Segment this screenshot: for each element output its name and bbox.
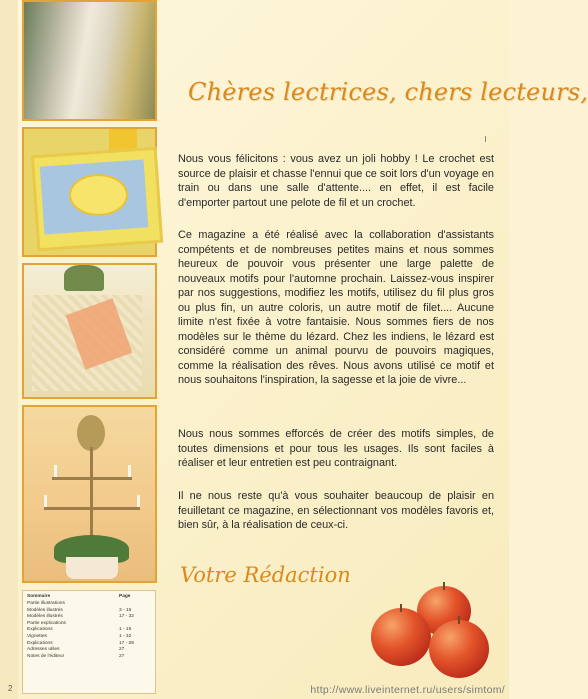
toc-header-label: Sommaire (27, 594, 51, 599)
photo-candle (54, 465, 57, 477)
photo-candle-arm (44, 507, 140, 510)
watermark-url: http://www.liveinternet.ru/users/simtom/ (310, 684, 505, 696)
toc-row-page (119, 601, 151, 608)
photo-candle (44, 495, 47, 507)
toc-row-label: Modèles illustrés (27, 614, 63, 620)
toc-row-page: 27 (119, 647, 125, 653)
apple-image (371, 608, 431, 666)
toc-row-label: Explications (27, 640, 53, 646)
toc-row-page: 3 - 16 (119, 607, 132, 613)
photo-orange-patch-cloth (22, 263, 157, 399)
editorial-signature: Votre Rédaction (180, 563, 351, 587)
toc-row (27, 627, 151, 634)
toc-row-page: 27 (119, 653, 125, 659)
photo-candle (128, 465, 131, 477)
toc-row-page: 1 - 32 (119, 633, 132, 639)
margin-mark (485, 136, 486, 142)
toc-header-page: Page (119, 594, 131, 599)
photo-candle-arm (52, 477, 132, 480)
photo-candle (137, 495, 140, 507)
photo-plant (64, 265, 104, 291)
toc-row-label: Partie explications (27, 620, 66, 626)
toc-row (27, 614, 151, 621)
page-number: 2 (8, 684, 13, 693)
toc-row-page: 1 - 16 (119, 627, 132, 633)
toc-row (27, 634, 151, 641)
editorial-paragraph: Nous vous félicitons : vous avez un joli hobby ! Le crochet est source de plaisir et chasse l'ennui que ce soit lors d'un voyage en train ou dans une salle d'attente.... en effet, il est facile d'emporter partout une pelote de fil et un crochet. (178, 153, 494, 209)
photo-lace-tablecloth (22, 0, 157, 121)
toc-row (27, 601, 151, 608)
toc-row-label: Adresses utiles (27, 647, 60, 653)
apple-image (429, 620, 489, 678)
table-of-contents (22, 590, 156, 694)
page-gutter (0, 0, 18, 699)
editorial-paragraph: Il ne nous reste qu'à vous souhaiter beaucoup de plaisir en feuilletant ce magazine, en sélectionnant vos modèles favoris et, bien sûr, à la réalisation de ceux-ci. (178, 490, 494, 531)
apples-illustration (365, 580, 495, 680)
toc-row-label: Partie illustrations (27, 601, 65, 606)
editorial-headline: Chères lectrices, chers lecteurs, (188, 78, 588, 106)
photo-topiary-ball (77, 415, 105, 451)
toc-row (27, 647, 151, 654)
toc-row-label: Notes de l'éditeur (27, 653, 65, 659)
photo-pot (66, 557, 118, 579)
editorial-paragraph: Ce magazine a été réalisé avec la collaboration d'assistants compétents et de nombreuses petites mains et nous sommes heureux de pouvoir vous présenter une large palette de nouveaux motifs pour l'automne prochain. Laissez-vous inspirer par nos suggestions, modifiez les motifs, utilisez du fil plus gros ou plus fin, un autre coloris, un autre motif de filet.... Aucune limite n'est fixée à votre fantaisie. Nous sommes fiers de nos modèles sur le thème du lézard. Chez les indiens, le lézard est considéré comme un animal pourvu de pouvoirs magiques, comme la réalisation des rêves. Nous avons utilisé ce motif et nous souhaitons l'inspiration, la sagesse et la joie de vivre... (178, 229, 494, 386)
toc-row-label: Modèles illustrés (27, 607, 63, 613)
photo-yellow-table-setting (22, 127, 157, 257)
toc-row-page: 17 - 32 (119, 614, 134, 620)
toc-header (27, 594, 151, 599)
toc-row-label: Vignettes (27, 633, 47, 639)
photo-candle-tree (22, 405, 157, 583)
editorial-paragraph: Nous nous sommes efforcés de créer des motifs simples, de toutes dimensions et pour tous les usages. Ils sont faciles à réaliser et leur entretien est peu contraignant. (178, 428, 494, 469)
photo-lemon-plate (69, 174, 128, 216)
toc-row (27, 654, 151, 661)
toc-row-page: 17 - 28 (119, 640, 134, 646)
toc-row-label: Explications (27, 627, 53, 633)
